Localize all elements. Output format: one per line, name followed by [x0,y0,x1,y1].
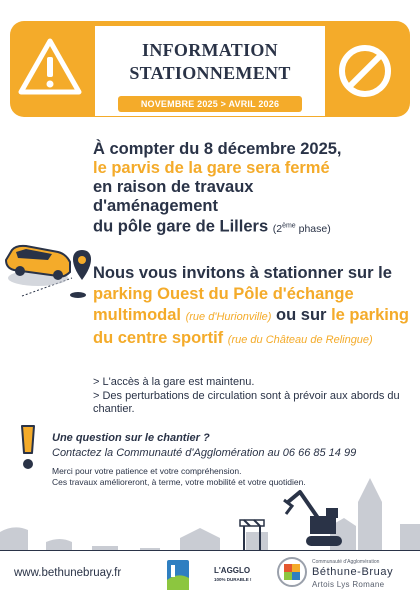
cab-label: Communauté d'Agglomération [312,559,380,565]
agglo-tag: 100% DURABLE ! [214,577,252,582]
intro-paragraph [93,140,413,239]
title-line-1: INFORMATION [142,40,278,60]
intro-line-4: d'aménagement [93,197,218,215]
thanks-line-2: Ces travaux amélioreront, à terme, votre mobilité et votre quotidien. [52,477,306,487]
phase-note [273,223,331,235]
parking-ouest: parking Ouest du Pôle d'échange multimodal [93,285,354,324]
phase-open: (2 [272,222,283,235]
intro-line-2: le parvis de la gare sera fermé [93,159,330,177]
intro-line-5: du pôle gare de Lillers [93,217,269,236]
info-bullets [93,376,413,417]
intro-line-5-wrap [93,216,413,239]
page-title [95,39,325,85]
website-link[interactable]: www.bethunebruay.fr [14,567,122,579]
car-location-icon [0,240,96,306]
parking-ouest-detail: (rue d'Hurionville) [185,311,272,323]
no-entry-icon [337,43,393,99]
lillers-logo [167,560,189,590]
intro-line-3: en raison de travaux [93,178,254,196]
thanks-line-1: Merci pour votre patience et votre compréhension. [52,466,242,476]
phase-sup: ème [282,222,296,229]
parking-centre-sportif-detail: (rue du Château de Relingue) [227,334,373,346]
parking-invitation [93,263,415,351]
date-range-badge: NOVEMBRE 2025 > AVRIL 2026 [118,96,302,112]
cab-subtitle: Artois Lys Romane [312,580,385,589]
cab-logo-icon [276,556,308,588]
intro-line-1: À compter du 8 décembre 2025, [93,140,342,158]
bullet-2: > Des perturbations de circulation sont à prévoir aux abords du chantier. [93,389,400,415]
invite-part-1: Nous vous invitons à stationner sur le [93,264,392,282]
phase-close: phase) [295,222,331,235]
parking-centre-sportif: le parking du centre sportif [93,306,410,347]
agglo-logo [214,566,269,584]
agglo-name: L'AGGLO [214,566,251,575]
cab-name: Béthune-Bruay [312,566,394,578]
warning-icon [18,38,82,96]
invite-part-2: ou sur [271,306,332,324]
bullet-1: > L'accès à la gare est maintenu. [93,376,255,388]
question-title: Une question sur le chantier ? [52,432,210,444]
title-line-2: STATIONNEMENT [129,63,291,83]
town-skyline-illustration [0,462,420,554]
contact-line: Contactez la Communauté d'Agglomération au 06 66 85 14 99 [52,447,357,459]
